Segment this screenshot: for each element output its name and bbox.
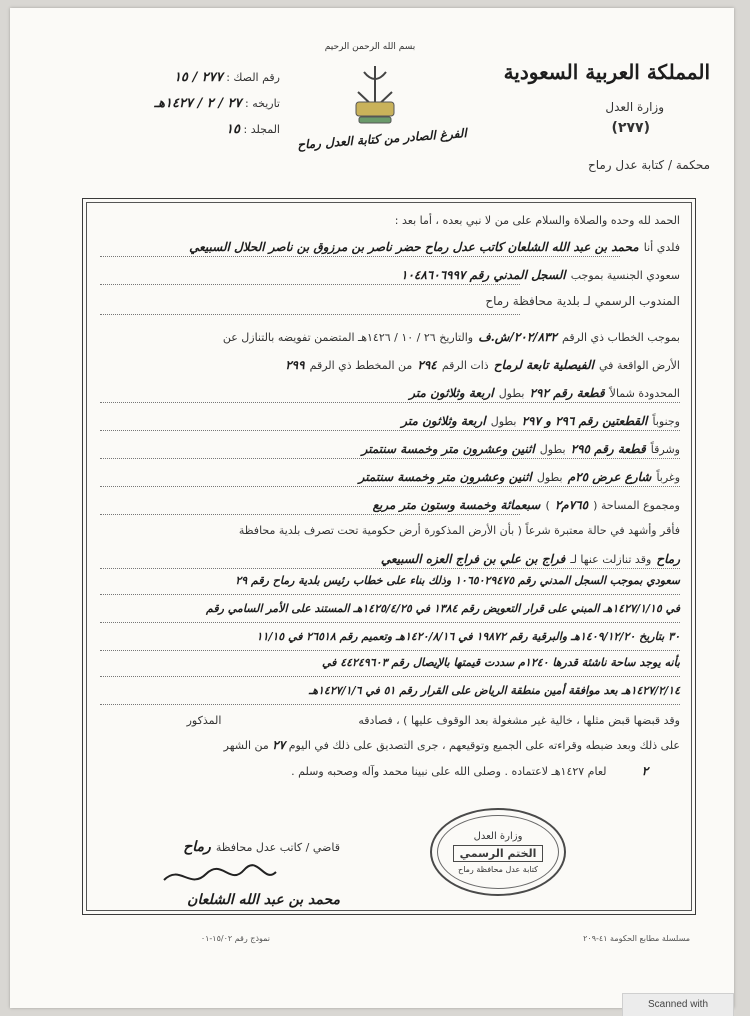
record-date-value: ٢٧ / ٢ / ١٤٢٧هـ: [154, 96, 242, 111]
body-line-north: المحدودة شمالاً قطعة رقم ٢٩٢ بطول اربعة وثلاثون متر: [409, 386, 680, 400]
body-line-west: وغرباً شارع عرض ٢٥م بطول اثنين وعشرون متر وخمسة سنتمتر: [358, 470, 680, 484]
emblem-icon: [350, 62, 400, 126]
signer-place: رماح: [183, 839, 211, 855]
body-line-area: ومجموع المساحة ( ٧٦٥م٢ ) سبعمائة وخمسة وستون متر مربع: [372, 498, 680, 512]
record-number-label: رقم الصك :: [226, 71, 280, 84]
body-line-receipt: بأنه يوجد ساحة ناشئة قدرها ١٢٤٠م سددت قيمتها بالإيصال رقم ٤٤٢٤٩٦٠٣ في: [321, 656, 680, 669]
body-line-4: بموجب الخطاب ذي الرقم ٢٠٢/٨٣٢/ش.ف والتاريخ ٢٦ / ١٠ / ١٤٢٦هـ المتضمن تفويضه بالتنازل عن: [222, 330, 680, 344]
volume-row: [90, 122, 280, 137]
signer-name: محمد بن عبد الله الشلعان: [187, 892, 340, 908]
body-line-transfer: رماح وقد تنازلت عنها لـ فراج بن علي بن فراج العزه السبيعي: [380, 552, 680, 566]
stamp-bottom-text: كتابة عدل محافظة رماح: [458, 864, 538, 874]
signer-title: قاضي / كاتب عدل محافظة: [215, 841, 340, 854]
record-date-label: تاريخه :: [245, 97, 280, 110]
signature-scribble-icon: [160, 860, 280, 894]
ministry-name: وزارة العدل: [605, 100, 664, 114]
kingdom-title: المملكة العربية السعودية: [503, 60, 710, 84]
praise-line: الحمد لله وحده والصلاة والسلام على من لا نبي بعده ، أما بعد :: [394, 214, 680, 227]
body-line-closing: ٢ لعام ١٤٢٧هـ لاعتماده . وصلى الله على نبينا محمد وآله وصحبه وسلم .: [291, 764, 649, 778]
body-line-id: سعودي بموجب السجل المدني رقم ١٠٦٥٠٢٩٤٧٥ وذلك بناء على خطاب رئيس بلدية رماح رقم ٢٩: [235, 574, 680, 587]
body-line-south: وجنوباً القطعتين رقم ٢٩٦ و ٢٩٧ بطول اربعة وثلاثون متر: [401, 414, 680, 428]
volume-label: المجلد :: [243, 123, 280, 136]
form-number: نموذج رقم ١٥/٠٢-٠١: [200, 934, 270, 943]
body-line-approval: ١٤٢٧/٢/١٤هـ بعد موافقة أمين منطقة الرياض على القرار رقم ٥١ في ١٤٢٧/١/٦هـ: [308, 684, 680, 697]
record-date-row: [90, 96, 280, 111]
body-line-1: فلدي أنا محمد بن عبد الله الشلعان كاتب عدل رماح حضر ناصر بن مرزوق بن ناصر الحلال السبيعي: [189, 240, 680, 254]
record-number-value: ٢٧٧ / ١٥: [173, 70, 223, 85]
body-line-letter: في ١٤٢٧/١/١٥هـ المبني على قرار التعويض رقم ١٣٨٤ في ١٤٢٥/٤/٢٥هـ المستند على الأمر السامي رقم: [206, 602, 680, 615]
volume-value: ١٥: [226, 122, 240, 137]
basmala: بسم الله الرحمن الرحيم: [324, 42, 416, 52]
official-stamp: [430, 808, 566, 896]
body-line-east: وشرقاً قطعة رقم ٢٩٥ بطول اثنين وعشرون متر وخمسة سنتمتر: [361, 442, 680, 456]
body-line-order: ٣٠ بتاريخ ١٤٠٩/١٢/٢٠هـ والبرقية رقم ١٩٨٧٢ في ١٤٢٠/٨/١٦هـ وتعميم رقم ٢٦٥١٨ في ١١/١٥: [256, 630, 680, 643]
body-line-5: الأرض الواقعة في الفيصلية تابعة لرماح ذات الرقم ٢٩٤ من المخطط ذي الرقم ٢٩٩: [285, 358, 680, 372]
ministry-code: (٢٧٧): [611, 120, 650, 136]
signer-title-row: [100, 836, 340, 855]
stamp-center-text: الختم الرسمي: [453, 845, 544, 862]
scanner-watermark: Scanned with: [622, 993, 734, 1016]
body-line-3: المندوب الرسمي لـ بلدية محافظة رماح: [485, 294, 680, 308]
stamp-top-text: وزارة العدل: [473, 830, 523, 842]
body-line-certification: على ذلك وبعد ضبطه وقراءته على الجميع وتوقيعهم ، جرى التصديق على ذلك في اليوم ٢٧ من الشهر: [223, 738, 680, 752]
printer-code: مسلسلة مطابع الحكومة ٤١-٢٠٩: [583, 934, 690, 943]
body-line-acknowledgement: فأقر وأشهد في حالة معتبرة شرعاً ( بأن الأرض المذكورة أرض حكومية تحت تصرف بلدية محافظة: [238, 524, 680, 537]
body-line-2: سعودي الجنسية بموجب السجل المدني رقم ١٠٤٨٦٠٦٩٩٧: [401, 268, 680, 282]
body-line-received: وقد قبضها قبض مثلها ، خالية غير مشغولة بعد الوقوف عليها ) ، فصادقه المذكور: [186, 714, 680, 727]
seal-caption: الفرغ الصادر من كتابة العدل رماح: [296, 126, 468, 152]
court-name: محكمة / كتابة عدل رماح: [587, 158, 710, 172]
record-number-row: [90, 70, 280, 85]
document-page: [10, 8, 734, 1008]
